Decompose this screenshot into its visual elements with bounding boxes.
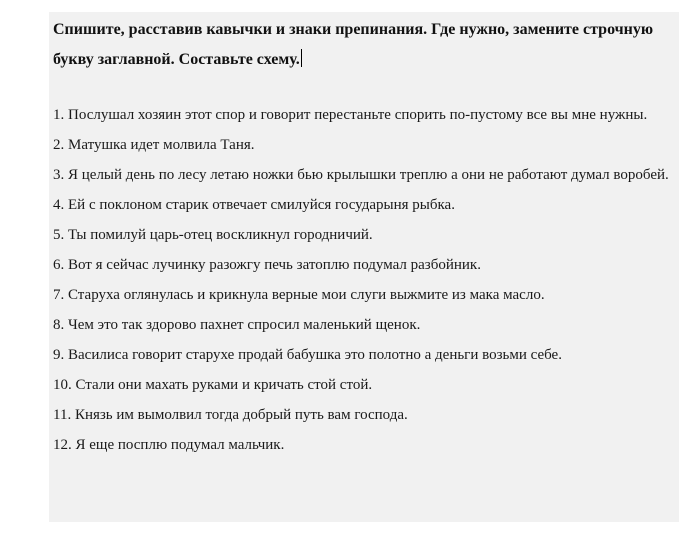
- sentence-item-12[interactable]: 12. Я еще посплю подумал мальчик.: [53, 437, 285, 453]
- sentence-item-2[interactable]: 2. Матушка идет молвила Таня.: [53, 137, 255, 153]
- sentence-item-8[interactable]: 8. Чем это так здорово пахнет спросил маленький щенок.: [53, 317, 421, 333]
- sentence-list: [53, 100, 673, 460]
- sentence-item-4[interactable]: 4. Ей с поклоном старик отвечает смилуйся государыня рыбка.: [53, 197, 455, 213]
- text-cursor: [301, 49, 302, 67]
- sentence-item-9[interactable]: 9. Василиса говорит старухе продай бабушка это полотно а деньги возьми себе.: [53, 347, 562, 363]
- task-heading[interactable]: [53, 15, 673, 75]
- task-heading-text[interactable]: Спишите, расставив кавычки и знаки препинания. Где нужно, замените строчную букву заглавной. Составьте схему.: [53, 21, 654, 68]
- document-page: [49, 12, 679, 522]
- sentence-item-7[interactable]: 7. Старуха оглянулась и крикнула верные мои слуги выжмите из мака масло.: [53, 287, 545, 303]
- sentence-item-5[interactable]: 5. Ты помилуй царь-отец воскликнул городничий.: [53, 227, 373, 243]
- sentence-item-1[interactable]: 1. Послушал хозяин этот спор и говорит перестаньте спорить по-пустому все вы мне нужны.: [53, 107, 648, 123]
- sentence-item-6[interactable]: 6. Вот я сейчас лучинку разожгу печь затоплю подумал разбойник.: [53, 257, 481, 273]
- sentence-item-3[interactable]: 3. Я целый день по лесу летаю ножки бью крылышки треплю а они не работают думал воробей.: [53, 167, 669, 183]
- sentence-item-10[interactable]: 10. Стали они махать руками и кричать стой стой.: [53, 377, 373, 393]
- sentence-item-11[interactable]: 11. Князь им вымолвил тогда добрый путь вам господа.: [53, 407, 408, 423]
